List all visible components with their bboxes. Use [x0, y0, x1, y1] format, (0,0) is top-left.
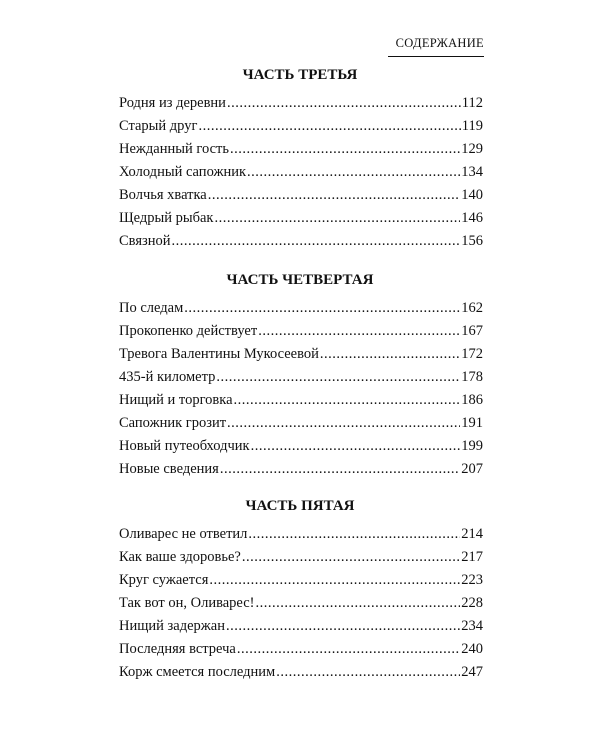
- part-title: ЧАСТЬ ПЯТАЯ: [245, 498, 355, 514]
- entry-page: 162: [461, 300, 483, 316]
- toc-entry: [119, 438, 483, 460]
- entry-page: 247: [461, 664, 483, 680]
- toc-entry: [119, 118, 483, 140]
- dot-leader: [172, 233, 461, 250]
- toc-entry: [119, 549, 483, 571]
- entry-title: Холодный сапожник: [119, 164, 247, 180]
- dot-leader: [208, 187, 461, 204]
- toc-entry: [119, 164, 483, 186]
- entry-page: 156: [461, 233, 483, 249]
- dot-leader: [320, 346, 460, 363]
- dot-leader: [237, 641, 460, 658]
- dot-leader: [226, 618, 460, 635]
- entry-title: Круг сужается: [119, 572, 209, 588]
- entry-title: Нищий задержан: [119, 618, 225, 634]
- entry-title: Старый друг: [119, 118, 198, 134]
- entry-page: 140: [461, 187, 483, 203]
- entry-title: Сапожник грозит: [119, 415, 227, 431]
- running-head-rule: [388, 56, 484, 57]
- dot-leader: [227, 415, 460, 432]
- toc-entry: [119, 572, 483, 594]
- entry-page: 199: [461, 438, 483, 454]
- dot-leader: [258, 323, 460, 340]
- entry-page: 207: [461, 461, 483, 477]
- dot-leader: [234, 392, 461, 409]
- entry-page: 167: [461, 323, 483, 339]
- entry-page: 119: [461, 118, 483, 134]
- entry-page: 214: [461, 526, 483, 542]
- dot-leader: [242, 549, 460, 566]
- entry-title: Нищий и торговка: [119, 392, 233, 408]
- toc-entry: [119, 595, 483, 617]
- entry-title: Оливарес не ответил: [119, 526, 248, 542]
- entry-title: Так вот он, Оливарес!: [119, 595, 255, 611]
- dot-leader: [214, 210, 460, 227]
- entry-title: Новый путеобходчик: [119, 438, 250, 454]
- entry-page: 186: [461, 392, 483, 408]
- entry-page: 191: [461, 415, 483, 431]
- dot-leader: [247, 164, 460, 181]
- toc-entry: [119, 300, 483, 322]
- dot-leader: [184, 300, 460, 317]
- entry-title: 435-й километр: [119, 369, 216, 385]
- toc-entry: [119, 187, 483, 209]
- entry-title: По следам: [119, 300, 184, 316]
- toc-entry: [119, 141, 483, 163]
- toc-entry: [119, 369, 483, 391]
- entry-page: 178: [461, 369, 483, 385]
- dot-leader: [216, 369, 460, 386]
- part-title: ЧАСТЬ ЧЕТВЕРТАЯ: [226, 272, 374, 288]
- entry-page: 234: [461, 618, 483, 634]
- part-title: ЧАСТЬ ТРЕТЬЯ: [242, 67, 358, 83]
- entry-page: 129: [461, 141, 483, 157]
- toc-entry: [119, 641, 483, 663]
- toc-entry: [119, 461, 483, 483]
- entry-page: 134: [461, 164, 483, 180]
- entry-page: 172: [461, 346, 483, 362]
- toc-entry: [119, 664, 483, 686]
- dot-leader: [198, 118, 460, 135]
- toc-entry: [119, 526, 483, 548]
- toc-entry: [119, 415, 483, 437]
- entry-title: Как ваше здоровье?: [119, 549, 241, 565]
- entry-page: 240: [461, 641, 483, 657]
- entry-page: 228: [461, 595, 483, 611]
- entry-title: Связной: [119, 233, 171, 249]
- dot-leader: [276, 664, 460, 681]
- entry-title: Нежданный гость: [119, 141, 229, 157]
- dot-leader: [220, 461, 460, 478]
- dot-leader: [248, 526, 460, 543]
- toc-entry: [119, 95, 483, 117]
- dot-leader: [227, 95, 461, 112]
- entry-page: 146: [461, 210, 483, 226]
- entry-title: Тревога Валентины Мукосеевой: [119, 346, 319, 362]
- toc-entry: [119, 323, 483, 345]
- entry-title: Корж смеется последним: [119, 664, 276, 680]
- entry-title: Прокопенко действует: [119, 323, 258, 339]
- dot-leader: [230, 141, 460, 158]
- dot-leader: [251, 438, 461, 455]
- dot-leader: [256, 595, 461, 612]
- dot-leader: [209, 572, 460, 589]
- toc-entry: [119, 618, 483, 640]
- entry-title: Последняя встреча: [119, 641, 236, 657]
- toc-entry: [119, 210, 483, 232]
- running-head: СОДЕРЖАНИЕ: [395, 36, 484, 50]
- entry-title: Родня из деревни: [119, 95, 226, 111]
- entry-title: Волчья хватка: [119, 187, 207, 203]
- entry-page: 223: [461, 572, 483, 588]
- toc-entry: [119, 346, 483, 368]
- toc-entry: [119, 392, 483, 414]
- entry-page: 112: [461, 95, 483, 111]
- toc-entry: [119, 233, 483, 255]
- entry-title: Щедрый рыбак: [119, 210, 214, 226]
- entry-page: 217: [461, 549, 483, 565]
- entry-title: Новые сведения: [119, 461, 219, 477]
